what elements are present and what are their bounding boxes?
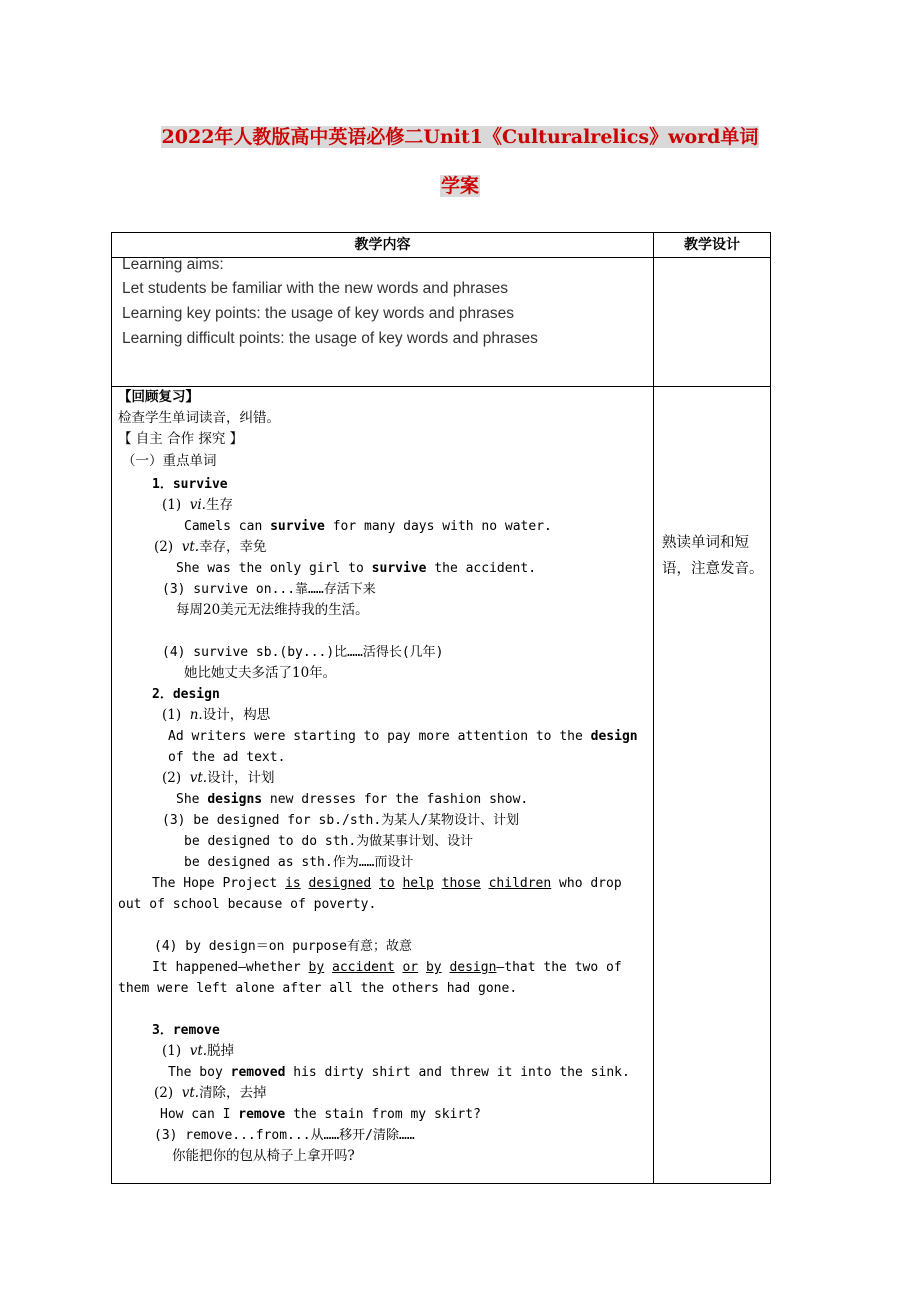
document-title: 2022年人教版高中英语必修二Unit1《Culturalrelics》word单词 [161, 126, 759, 148]
hope-project-sentence: The Hope Project is designed to help those children who drop [152, 876, 622, 891]
survive-example-4: 她比她丈夫多活了10年。 [184, 665, 337, 681]
remove-sense-2: (2) vt.清除，去掉 [154, 1085, 267, 1101]
aims-line-1: Let students be familiar with the new words and phrases [122, 280, 508, 297]
design-example-1: Ad writers were starting to pay more attention to the design [168, 729, 638, 744]
aims-heading: Learning aims: [122, 256, 224, 273]
design-sense-1: (1) n.设计，构思 [162, 707, 271, 723]
document-title-continued: 学案 [440, 175, 479, 197]
blank-word: or [402, 960, 419, 975]
header-content: 教学内容 [112, 233, 654, 258]
design-sense-2: (2) vt.设计，计划 [162, 770, 275, 786]
learning-aims-cell [112, 258, 654, 387]
aims-line-2: Learning key points: the usage of key words and phrases [122, 305, 515, 322]
word-remove-title: 3．remove [152, 1023, 220, 1038]
survive-sense-3: (3) survive on...靠……存活下来 [162, 582, 376, 597]
blank-word: children [488, 876, 552, 891]
aims-design-cell [654, 258, 771, 387]
lesson-table [111, 232, 771, 1184]
blank-word: those [441, 876, 481, 891]
design-sense-3-c: be designed as sth.作为……而设计 [184, 855, 414, 870]
design-example-4: It happened—whether by accident or by design—that the two of [152, 960, 622, 975]
design-sense-3: (3) be designed for sb./sth.为某人/某物设计、计划 [162, 813, 519, 828]
blank-word: by [425, 960, 442, 975]
hope-project-sentence-cont: out of school because of poverty. [118, 897, 377, 912]
word-survive-title: 1．survive [152, 477, 228, 492]
blank-word: design [449, 960, 497, 975]
survive-example-2: She was the only girl to survive the accident. [176, 561, 537, 576]
remove-sense-1: (1) vt.脱掉 [162, 1043, 235, 1059]
header-design: 教学设计 [654, 233, 771, 258]
survive-sense-4: (4) survive sb.(by...)比……活得长(几年) [162, 645, 444, 660]
survive-sense-1: (1) vi.生存 [162, 497, 233, 513]
design-example-1-cont: of the ad text. [168, 750, 286, 765]
blank-word: is [285, 876, 301, 891]
lesson-content-cell [112, 387, 654, 1184]
survive-example-3: 每周20美元无法维持我的生活。 [176, 602, 369, 618]
design-sense-3-b: be designed to do sth.为做某事计划、设计 [184, 834, 474, 849]
blank-word: by [308, 960, 325, 975]
design-example-4-cont: them were left alone after all the others had gone. [118, 981, 518, 996]
design-note: 熟读单词和短语，注意发音。 [662, 535, 764, 577]
design-example-2: She designs new dresses for the fashion show. [176, 792, 529, 807]
blank-word: accident [332, 960, 395, 975]
lesson-design-cell [654, 387, 771, 1184]
remove-sense-3: (3) remove...from...从……移开/清除…… [154, 1128, 415, 1143]
blank-word: to [379, 876, 395, 891]
survive-example-1: Camels can survive for many days with no water. [184, 519, 552, 534]
review-text: 检查学生单词读音，纠错。 [118, 410, 280, 426]
review-heading: 【回顾复习】 [118, 389, 199, 405]
remove-example-1: The boy removed his dirty shirt and threw it into the sink. [168, 1065, 630, 1080]
design-sense-4: (4) by design＝on purpose有意；故意 [154, 939, 413, 954]
remove-example-3: 你能把你的包从椅子上拿开吗? [172, 1148, 355, 1164]
explore-heading: 【 自主 合作 探究 】 [118, 431, 244, 447]
blank-word: help [402, 876, 434, 891]
blank-word: designed [308, 876, 372, 891]
survive-sense-2: (2) vt.幸存，幸免 [154, 539, 267, 555]
remove-example-2: How can I remove the stain from my skirt? [160, 1107, 481, 1122]
aims-line-3: Learning difficult points: the usage of key words and phrases [122, 330, 538, 347]
word-design-title: 2．design [152, 687, 220, 702]
section-heading: （一）重点单词 [122, 453, 217, 469]
